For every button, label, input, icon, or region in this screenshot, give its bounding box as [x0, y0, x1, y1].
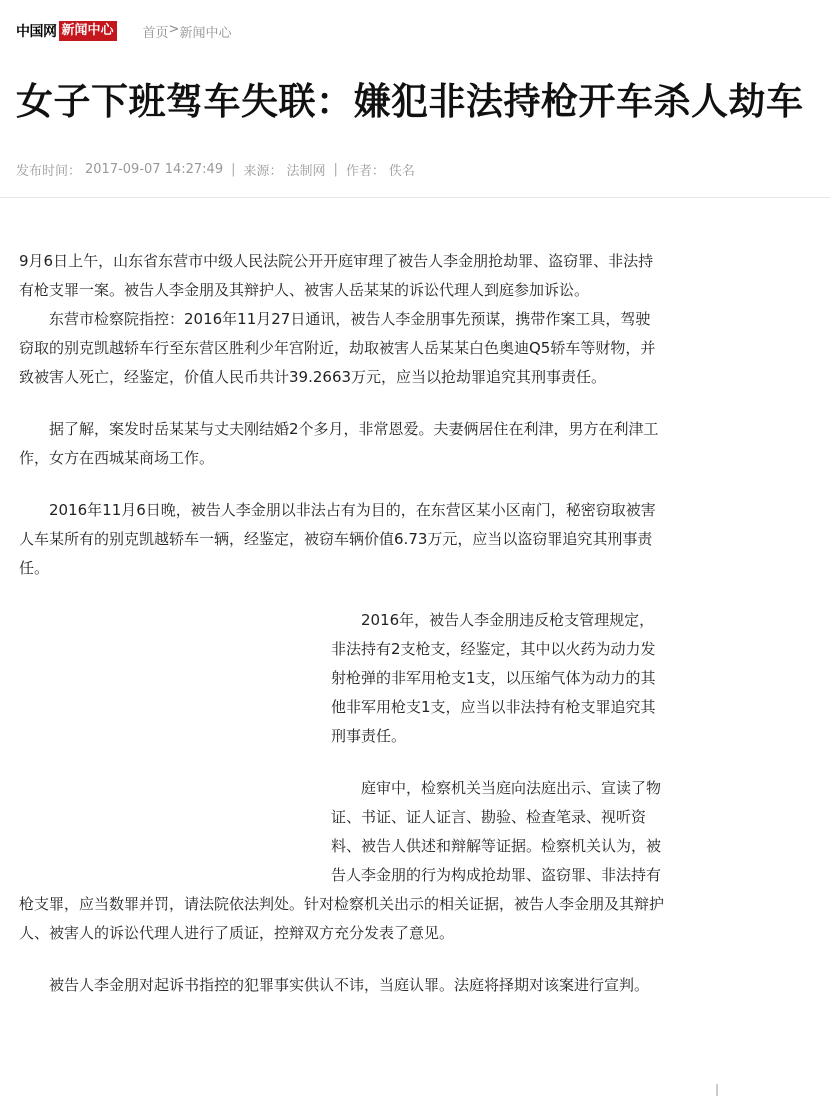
breadcrumb-current-link[interactable]: 新闻中心: [179, 25, 232, 41]
source-name[interactable]: 法制网: [286, 164, 326, 179]
publish-time: 2017-09-07 14:27:49: [85, 162, 224, 177]
site-header: [16, 20, 231, 42]
article-body: [19, 247, 664, 1000]
publish-label: 发布时间：: [16, 164, 82, 179]
source-label: 来源：: [243, 164, 283, 179]
article-title: 女子下班驾车失联：嫌犯非法持枪开车杀人劫车: [16, 80, 804, 123]
article-paragraph: 9月6日上午，山东省东营市中级人民法院公开开庭审理了被告人李金朋抢劫罪、盗窃罪、非法持有枪支罪一案。被告人李金朋及其辩护人、被害人岳某某的诉讼代理人到庭参加诉讼。: [19, 252, 654, 299]
breadcrumb-separator: >: [168, 21, 180, 37]
article-paragraph: 据了解，案发时岳某某与丈夫刚结婚2个多月，非常恩爱。夫妻俩居住在利津，男方在利津工作，女方在西城某商场工作。: [19, 420, 659, 467]
author-name: 佚名: [388, 164, 415, 179]
article-float-region: [19, 606, 664, 948]
article-paragraph: 东营市检察院指控：2016年11月27日通讯，被告人李金朋事先预谋，携带作案工具，驾驶窃取的别克凯越轿车行至东营区胜利少年宫附近，劫取被害人岳某某白色奥迪Q5轿车等财物，并致被害人死亡，经鉴定，价值人民币共计39.2663万元，应当以抢劫罪追究其刑事责任。: [19, 310, 656, 386]
article-paragraph: 庭审中，检察机关当庭向法庭出示、宣读了物证、书证、证人证言、勘验、检查笔录、视听资料、被告人供述和辩解等证据。检察机关认为，被告人李金朋的行为构成抢劫罪、盗窃罪、非法持有枪支罪，应当数罪并罚，请法院依法判处。针对检察机关出示的相关证据，被告人李金朋及其辩护人、被害人的诉讼代理人进行了质证，控辩双方充分发表了意见。: [19, 779, 665, 942]
author-label: 作者：: [345, 164, 385, 179]
meta-separator: |: [333, 162, 338, 177]
page-corner-mark: [716, 1084, 718, 1096]
header-divider: [0, 197, 830, 198]
article-meta: [16, 160, 415, 179]
site-logo[interactable]: 中国网: [16, 24, 57, 40]
meta-separator: |: [231, 162, 236, 177]
article-paragraph: 被告人李金朋对起诉书指控的犯罪事实供认不讳，当庭认罪。法庭将择期对该案进行宣判。: [49, 976, 650, 994]
article-paragraph: 2016年，被告人李金朋违反枪支管理规定，非法持有2支枪支，经鉴定，其中以火药为动力发射枪弹的非军用枪支1支，以压缩气体为动力的其他非军用枪支1支，应当以非法持有枪支罪追究其刑事责任。: [331, 611, 656, 745]
breadcrumb: [143, 22, 232, 41]
article-paragraph: 2016年11月6日晚，被告人李金朋以非法占有为目的，在东营区某小区南门，秘密窃取被害人车某所有的别克凯越轿车一辆，经鉴定，被窃车辆价值6.73万元，应当以盗窃罪追究其刑事责任。: [19, 501, 656, 577]
section-badge[interactable]: 新闻中心: [59, 21, 117, 41]
breadcrumb-home-link[interactable]: 首页: [142, 25, 169, 41]
image-placeholder: [19, 606, 331, 872]
